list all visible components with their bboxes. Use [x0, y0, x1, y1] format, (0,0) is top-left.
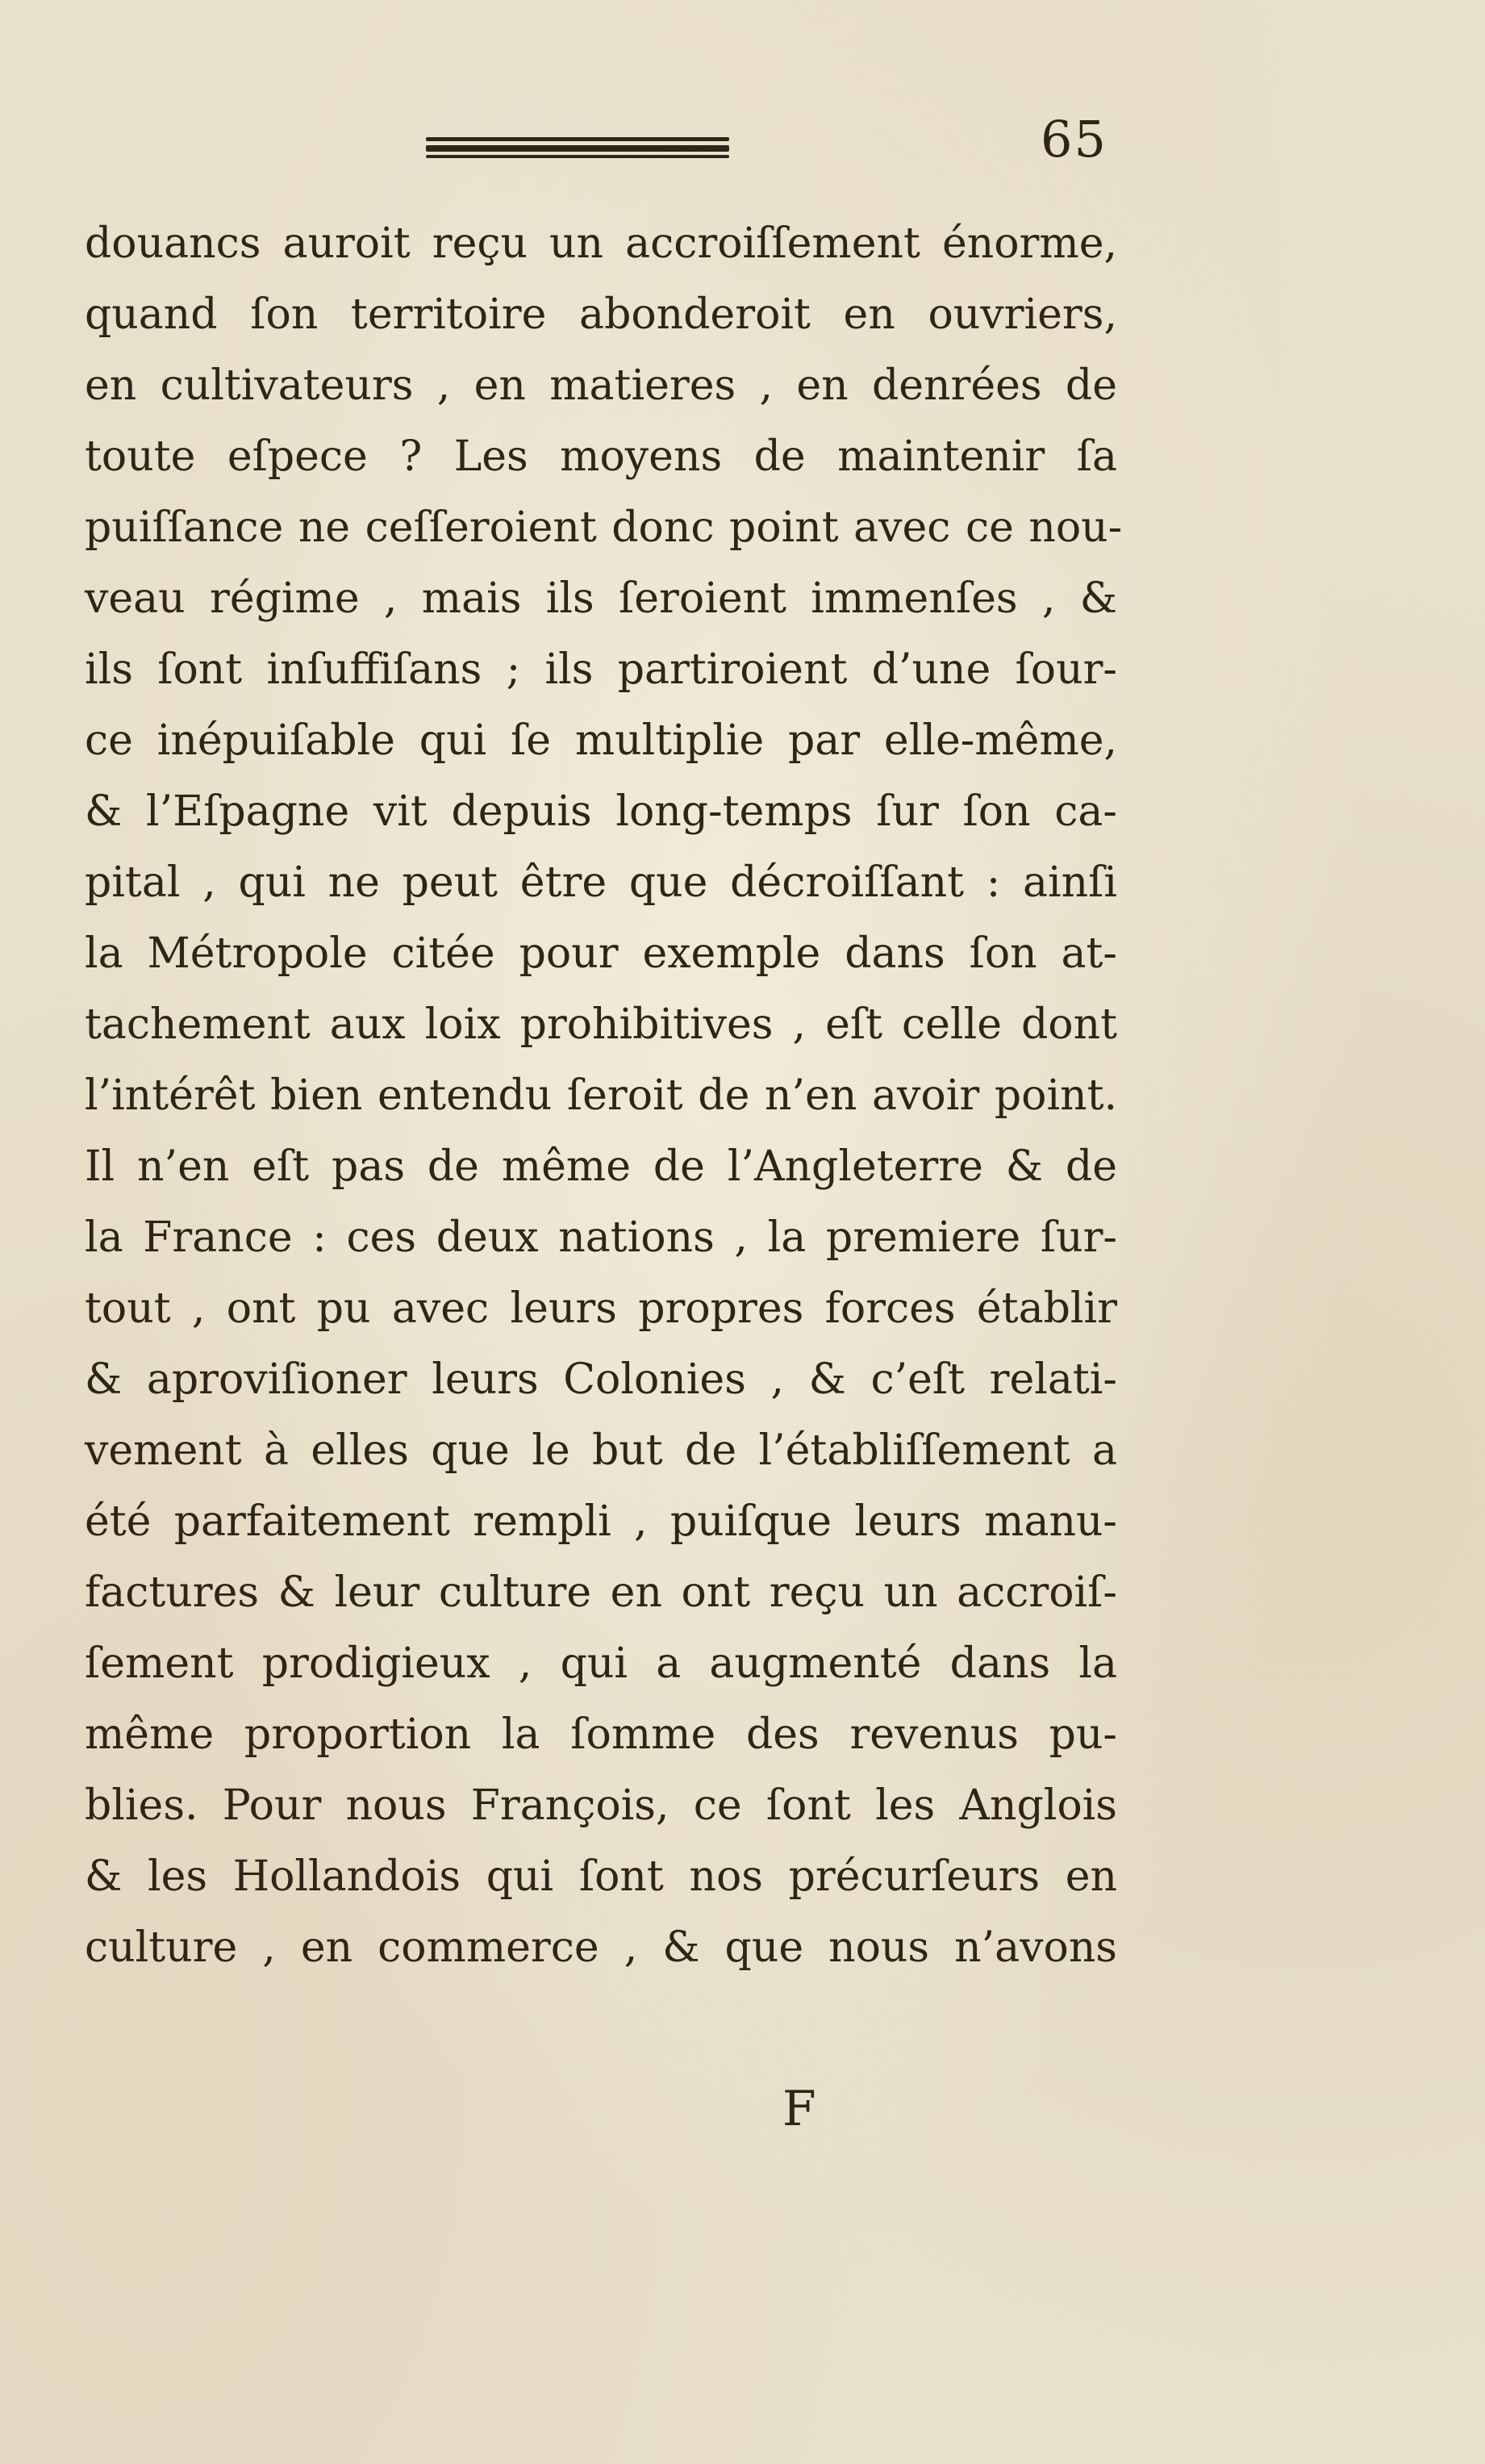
signature-mark: F	[782, 2081, 816, 2137]
text-line: ſement prodigieux , qui a augmenté dans la	[85, 1639, 1117, 1688]
text-line: veau régime , mais ils ſeroient immenſes , &	[85, 574, 1117, 623]
text-line: douancs auroit reçu un accroiſſement énorme,	[85, 219, 1117, 268]
text-line: vement à elles que le but de l’établiſſement a	[85, 1426, 1117, 1475]
header-ornament-rule	[426, 137, 729, 158]
text-line: & l’Eſpagne vit depuis long-temps ſur ſon ca-	[85, 787, 1117, 836]
text-line: la Métropole citée pour exemple dans ſon at-	[85, 929, 1117, 978]
text-line: toute eſpece ? Les moyens de maintenir ſa	[85, 432, 1117, 481]
text-line: la France : ces deux nations , la premiere ſur-	[85, 1213, 1117, 1262]
text-line: ils ſont inſuffiſans ; ils partiroient d’une ſour-	[85, 645, 1117, 694]
text-line: & aproviſioner leurs Colonies , & c’eſt relati-	[85, 1355, 1117, 1404]
body-text	[85, 208, 1123, 1983]
text-line: & les Hollandois qui ſont nos précurſeurs en	[85, 1852, 1117, 1901]
text-line: même proportion la ſomme des revenus pu-	[85, 1710, 1117, 1759]
text-line: pital , qui ne peut être que décroiſſant : ainſi	[85, 858, 1117, 907]
text-line: en cultivateurs , en matieres , en denrées de	[85, 361, 1117, 410]
text-line: tachement aux loix prohibitives , eſt celle dont	[85, 1000, 1117, 1049]
text-line: tout , ont pu avec leurs propres forces établir	[85, 1284, 1117, 1333]
text-line: factures & leur culture en ont reçu un accroiſ-	[85, 1568, 1117, 1617]
text-line: ce inépuiſable qui ſe multiplie par elle-même,	[85, 716, 1117, 765]
text-line: l’intérêt bien entendu ſeroit de n’en avoir point.	[85, 1071, 1117, 1120]
text-line: Il n’en eſt pas de même de l’Angleterre & de	[85, 1142, 1117, 1191]
text-line: culture , en commerce , & que nous n’avons	[85, 1923, 1117, 1972]
text-line: puiſſance ne ceſſeroient donc point avec ce nou-	[85, 503, 1123, 552]
text-line: blies. Pour nous François, ce ſont les Anglois	[85, 1781, 1117, 1830]
text-line: été parfaitement rempli , puiſque leurs manu-	[85, 1497, 1117, 1546]
page-number: 65	[1041, 110, 1107, 169]
text-line: quand ſon territoire abonderoit en ouvriers,	[85, 290, 1117, 339]
